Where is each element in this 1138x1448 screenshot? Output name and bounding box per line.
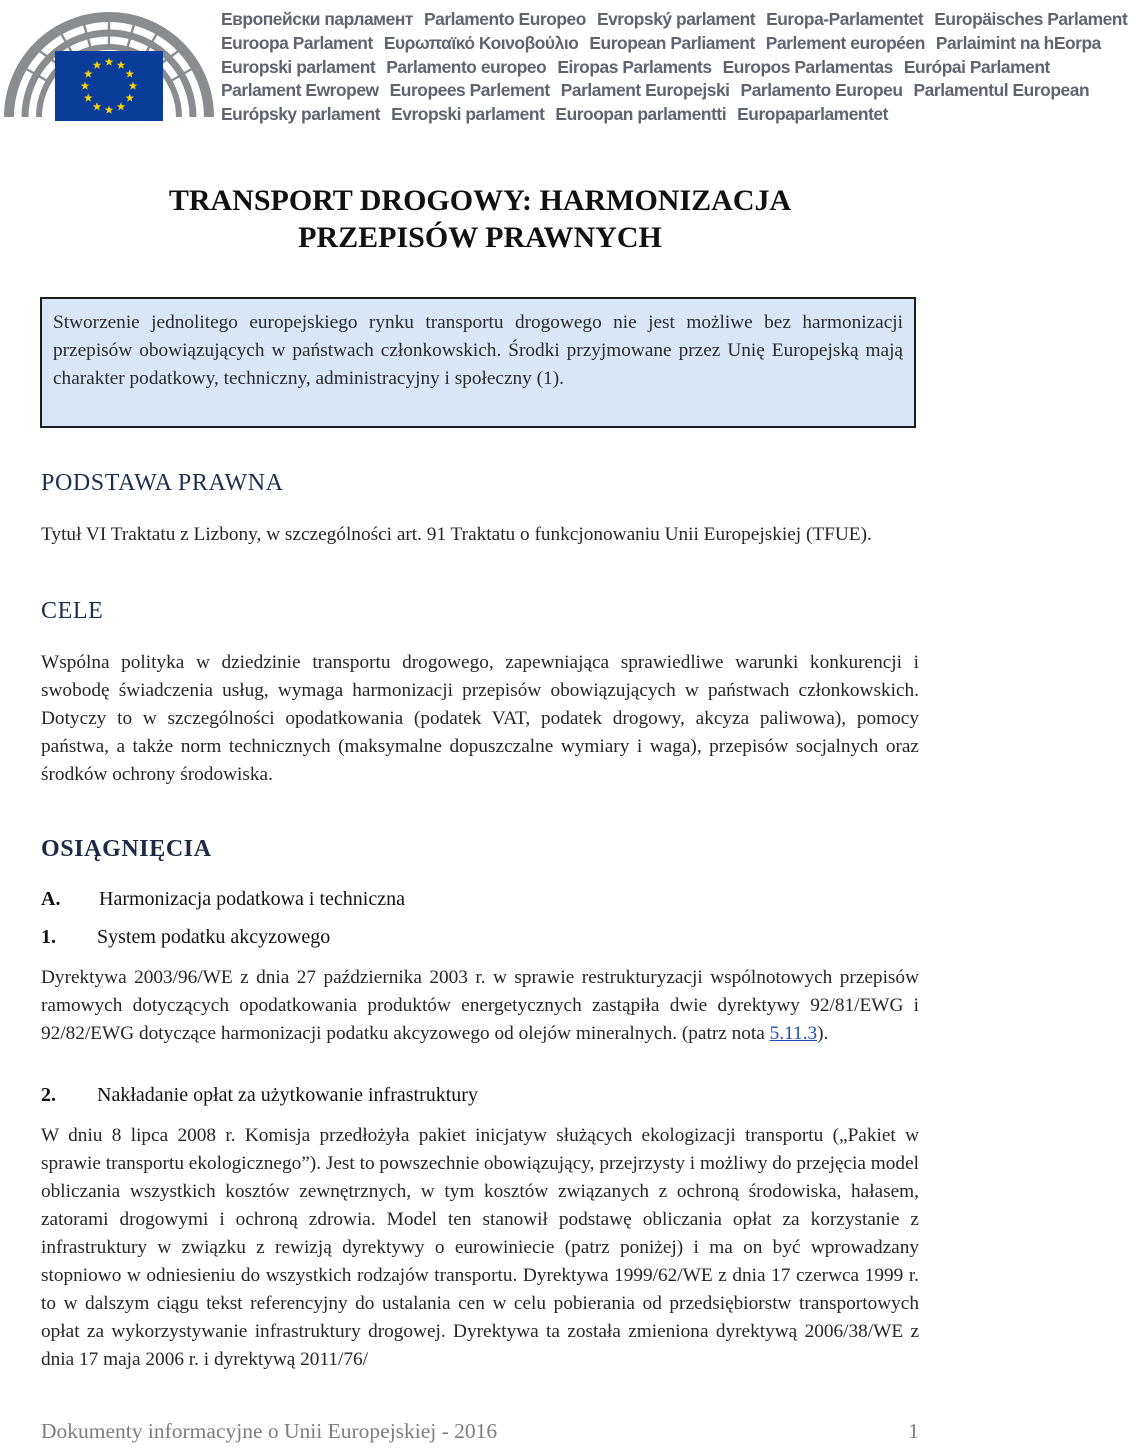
subsection-a xyxy=(41,888,405,911)
item-1-text xyxy=(41,964,919,1048)
item-1-body: Dyrektywa 2003/96/WE z dnia 27 października 2003 r. w sprawie restrukturyzacji wspólnotowych przepisów ramowych dotyczących opodatkowania produktów energetycznych zastąpiła dwie dyrektywy 92/81/EWG i 92/82/EWG dotyczące harmonizacji podatku akcyzowego od olejów mineralnych. (patrz nota xyxy=(41,967,919,1044)
item-2-heading xyxy=(41,1084,478,1107)
european-parliament-logo xyxy=(3,3,215,121)
item-2-text: W dniu 8 lipca 2008 r. Komisja przedłożyła pakiet inicjatyw służących ekologizacji transportu („Pakiet w sprawie transportu ekologicznego”). Jest to powszechnie obowiązujący, przejrzysty i możliwy do przejęcia model obliczania wszystkich kosztów zewnętrznych, w tym kosztów związanych z ochroną środowiska, hałasem, zatorami drogowymi i ochroną zdrowia. Model ten stanowił podstawę obliczania opłat za korzystanie z infrastruktury w związku z rewizją dyrektywy o eurowiniecie (patrz poniżej) i ma on być wprowadzany stopniowo w odniesieniu do wszystkich rodzajów transportu. Dyrektywa 1999/62/WE z dnia 17 czerwca 1999 r. to w dalszym ciągu tekst referencyjny do ustalania cen w celu pobierania od przedsiębiorstw transportowych opłat za wykorzystywanie infrastruktury drogowej. Dyrektywa ta została zmieniona dyrektywą 2006/38/WE z dnia 17 maja 2006 r. i dyrektywą 2011/76/ xyxy=(41,1125,919,1370)
parliament-name: Parlamento Europeu xyxy=(740,80,903,101)
parliament-name: Parlamento Europeo xyxy=(423,9,586,29)
parliament-name: Europski parlament xyxy=(221,56,376,77)
subsection-a-title: Harmonizacja podatkowa i techniczna xyxy=(99,888,405,910)
parliament-names-banner xyxy=(221,8,1128,127)
summary-text: Stworzenie jednolitego europejskiego rynku transportu drogowego nie jest możliwe bez harmonizacji przepisów obowiązujących w państwach członkowskich. Środki przyjmowane przez Unię Europejską mają charakter podatkowy, techniczny, administracyjny i społeczny (1). xyxy=(53,312,903,390)
parliament-name: Parlement européen xyxy=(765,32,925,53)
parliament-name: Europos Parlamentas xyxy=(722,56,893,77)
item-1-title: System podatku akcyzowego xyxy=(97,926,331,948)
legal-basis-text: Tytuł VI Traktatu z Lizbony, w szczególności art. 91 Traktatu o funkcjonowaniu Unii Europejskiej (TFUE). xyxy=(41,524,872,545)
parliament-name: Parlament Europejski xyxy=(560,80,730,101)
parliament-name: Европейски парламент xyxy=(221,9,413,29)
parliament-name: European Parliament xyxy=(589,32,755,53)
parliament-name: Európsky parlament xyxy=(221,104,381,125)
parliament-name: Parlamento europeo xyxy=(386,56,547,77)
parliament-name: Eiropas Parlaments xyxy=(557,56,712,77)
parliament-name: Euroopa Parlament xyxy=(221,32,373,53)
parliament-name: Parlaimint na hEorpa xyxy=(935,32,1101,53)
summary-box xyxy=(40,297,916,428)
parliament-names-row xyxy=(221,8,1128,32)
footer-source: Dokumenty informacyjne o Unii Europejskiej - 2016 xyxy=(41,1419,498,1443)
parliament-name: Europees Parlement xyxy=(389,80,550,101)
page-number: 1 xyxy=(908,1419,919,1443)
note-link[interactable]: 5.11.3 xyxy=(769,1023,818,1044)
document-title xyxy=(0,182,960,256)
parliament-name: Europaparlamentet xyxy=(737,104,888,125)
parliament-names-row xyxy=(221,103,957,127)
item-2-title: Nakładanie opłat za użytkowanie infrastruktury xyxy=(97,1084,478,1106)
parliament-name: Europäisches Parlament xyxy=(934,9,1128,29)
page-footer xyxy=(41,1419,919,1444)
parliament-name: Europa-Parlamentet xyxy=(766,9,924,29)
title-line-2: PRZEPISÓW PRAWNYCH xyxy=(298,221,662,254)
item-1-label: 1. xyxy=(41,926,56,948)
hemicycle-flag-icon xyxy=(3,3,215,121)
parliament-name: Euroopan parlamentti xyxy=(555,104,727,125)
title-line-1: TRANSPORT DROGOWY: HARMONIZACJA xyxy=(168,184,792,217)
item-1-heading xyxy=(41,926,330,949)
parliament-name: Európai Parlament xyxy=(903,56,1050,77)
subsection-a-label: A. xyxy=(41,888,61,910)
objectives-heading: CELE xyxy=(41,598,104,624)
objectives-text: Wspólna polityka w dziedzinie transportu drogowego, zapewniająca sprawiedliwe warunki konkurencji i swobodę świadczenia usług, wymaga harmonizacji przepisów obowiązujących w państwach członkowskich. Dotyczy to w szczególności opodatkowania (podatek VAT, podatek drogowy, akcyza paliwowa), pomocy państwa, a także norm technicznych (maksymalne dopuszczalne wymiary i waga), przepisów socjalnych oraz środków ochrony środowiska. xyxy=(41,652,919,785)
parliament-name: Parlamentul European xyxy=(913,80,1090,101)
item-2-label: 2. xyxy=(41,1084,56,1106)
legal-basis-heading: PODSTAWA PRAWNA xyxy=(41,470,284,496)
achievements-heading: OSIĄGNIĘCIA xyxy=(41,836,212,862)
item-1-tail: ). xyxy=(817,1023,829,1044)
parliament-names-row xyxy=(221,56,1050,80)
parliament-name: Ευρωπαϊκό Κοινοβούλιο xyxy=(383,32,579,53)
parliament-name: Evropski parlament xyxy=(391,104,545,125)
parliament-name: Parlament Ewropew xyxy=(221,80,379,101)
parliament-names-row xyxy=(221,32,1101,56)
parliament-name: Evropský parlament xyxy=(596,9,756,29)
parliament-names-row xyxy=(221,79,1090,103)
